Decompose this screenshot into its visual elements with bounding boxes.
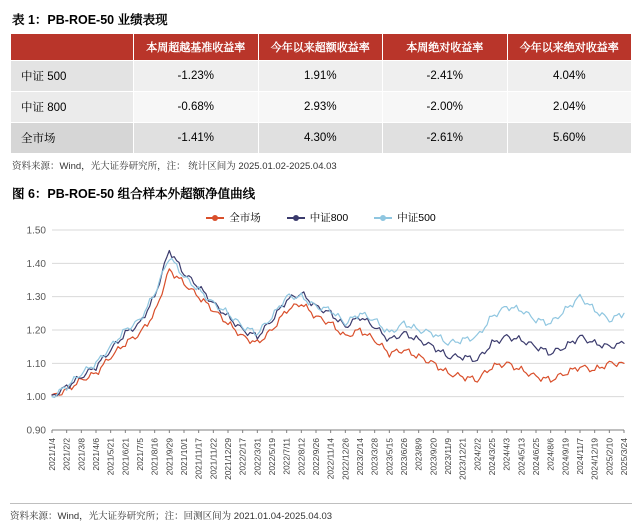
svg-text:2024/6/25: 2024/6/25 [531,438,541,476]
svg-text:2022/9/26: 2022/9/26 [311,438,321,476]
svg-text:2022/11/14: 2022/11/14 [325,438,336,480]
svg-text:2023/6/26: 2023/6/26 [399,438,409,476]
cell: 1.91% [258,61,383,92]
cell: -2.61% [383,123,508,154]
cell: 5.60% [507,123,632,154]
svg-text:1.50: 1.50 [26,225,46,237]
cell: 2.04% [507,92,632,123]
svg-text:2022/7/11: 2022/7/11 [281,438,292,475]
cell: -1.41% [134,123,259,154]
svg-text:2021/9/29: 2021/9/29 [164,438,175,476]
svg-text:1.10: 1.10 [26,358,46,370]
performance-table [10,33,632,154]
svg-text:1.20: 1.20 [26,325,46,337]
svg-text:2021/11/17: 2021/11/17 [193,438,204,480]
svg-text:2022/2/17: 2022/2/17 [237,438,248,476]
svg-text:2024/2/2: 2024/2/2 [472,438,483,471]
svg-text:2021/2/2: 2021/2/2 [61,438,72,471]
table-row [11,123,632,154]
legend-label-csi800: 中证800 [309,212,349,224]
svg-text:2021/12/29: 2021/12/29 [223,438,233,480]
svg-text:2024/9/19: 2024/9/19 [560,438,571,476]
svg-text:2023/9/20: 2023/9/20 [428,438,439,476]
svg-text:2021/11/22: 2021/11/22 [208,438,219,480]
svg-text:2024/8/6: 2024/8/6 [545,438,556,471]
svg-text:2024/5/13: 2024/5/13 [516,438,527,476]
svg-text:2022/3/31: 2022/3/31 [252,438,263,476]
svg-text:1.40: 1.40 [26,258,46,270]
svg-text:2022/8/12: 2022/8/12 [296,438,307,476]
svg-text:2022/12/26: 2022/12/26 [340,438,351,480]
figure-source: 资料来源：Wind，光大证券研究所；注：回测区间为 2021.01.04-2025.04.03 [10,511,333,522]
row-label: 中证 500 [11,61,134,92]
svg-text:1.00: 1.00 [26,392,46,404]
svg-text:2023/2/14: 2023/2/14 [355,438,365,476]
footer-divider [10,503,632,504]
svg-text:2021/3/8: 2021/3/8 [76,438,87,471]
svg-text:2023/5/15: 2023/5/15 [384,438,395,476]
svg-text:2023/8/9: 2023/8/9 [413,438,424,471]
table-title: 表 1：PB-ROE-50 业绩表现 [12,13,168,27]
svg-text:2023/11/9: 2023/11/9 [443,438,453,475]
svg-text:2025/2/10: 2025/2/10 [604,438,615,476]
row-label: 中证 800 [11,92,134,123]
chart-container [10,204,632,526]
svg-text:2021/1/4: 2021/1/4 [47,438,57,471]
row-label: 全市场 [11,123,134,154]
figure-title: 图 6：PB-ROE-50 组合样本外超额净值曲线 [12,187,256,201]
cell: 2.93% [258,92,383,123]
table-header-cell-4: 今年以来绝对收益率 [507,34,632,61]
svg-text:2023/12/21: 2023/12/21 [457,438,468,480]
svg-text:2021/7/5: 2021/7/5 [135,438,145,471]
table-header-row [11,34,632,61]
svg-text:1.30: 1.30 [26,292,46,304]
svg-text:2021/6/21: 2021/6/21 [120,438,131,476]
table-header-cell-1: 本周超越基准收益率 [134,34,259,61]
legend-label-csi500: 中证500 [397,212,436,224]
svg-text:2024/3/25: 2024/3/25 [487,438,497,476]
table-source: 资料来源：Wind，光大证券研究所，注： 统计区间为 2025.01.02-2025.04.03 [12,161,337,172]
cell: -1.23% [134,61,259,92]
cell: -2.41% [383,61,508,92]
cell: -2.00% [383,92,508,123]
svg-text:2021/10/1: 2021/10/1 [179,438,189,476]
cell: 4.30% [258,123,383,154]
svg-text:0.90: 0.90 [26,425,46,437]
svg-text:2022/5/19: 2022/5/19 [267,438,277,476]
svg-text:2021/4/6: 2021/4/6 [91,438,101,471]
table-header-cell-2: 今年以来超额收益率 [258,34,383,61]
line-chart-svg [10,204,632,526]
table-row [11,92,632,123]
svg-text:2024/4/3: 2024/4/3 [501,438,512,471]
table-header-cell-3: 本周绝对收益率 [383,34,508,61]
svg-text:2023/3/28: 2023/3/28 [369,438,380,476]
table-header-cell-0 [11,34,134,61]
svg-text:2024/11/7: 2024/11/7 [575,438,585,475]
svg-text:2021/5/21: 2021/5/21 [105,438,116,476]
svg-text:2024/12/19: 2024/12/19 [589,438,600,480]
legend-label-market: 全市场 [229,212,261,224]
table-row [11,61,632,92]
cell: -0.68% [134,92,259,123]
svg-text:2021/8/16: 2021/8/16 [149,438,160,476]
cell: 4.04% [507,61,632,92]
svg-text:2025/3/24: 2025/3/24 [619,438,629,476]
